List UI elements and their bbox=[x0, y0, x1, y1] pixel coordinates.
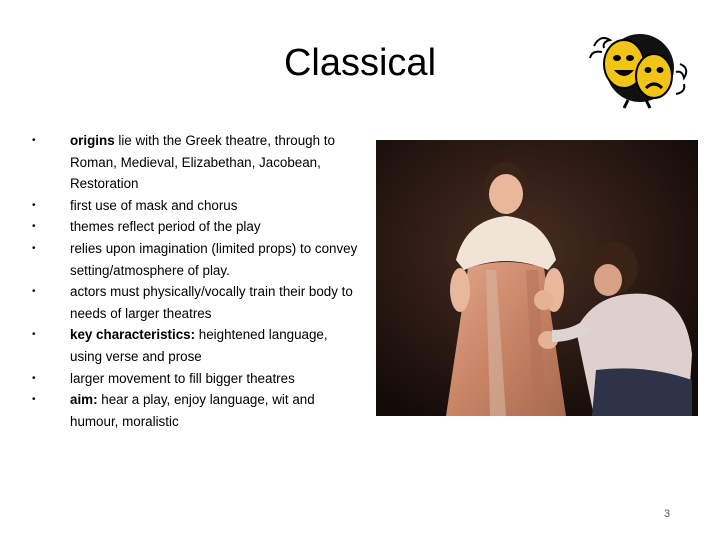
slide-title: Classical bbox=[283, 42, 437, 84]
list-item: • aim: hear a play, enjoy language, wit and humour, moralistic bbox=[32, 392, 315, 429]
list-item: • first use of mask and chorus bbox=[32, 197, 238, 213]
page-number: 3 bbox=[664, 508, 671, 520]
list-item: • key characteristics: heightened language, using verse and prose bbox=[32, 327, 328, 364]
list-item: • origins lie with the Greek theatre, through to Roman, Medieval, Elizabethan, Jacobean, Restoration bbox=[32, 133, 335, 192]
bullet-list bbox=[32, 130, 360, 432]
list-item: • themes reflect period of the play bbox=[32, 219, 261, 235]
list-item: • larger movement to fill bigger theatres bbox=[32, 370, 295, 386]
stage-photo bbox=[376, 140, 698, 416]
theatre-masks-icon bbox=[584, 24, 692, 110]
list-item: • actors must physically/vocally train their body to needs of larger theatres bbox=[32, 284, 353, 321]
list-item: • relies upon imagination (limited props) to convey setting/atmosphere of play. bbox=[32, 240, 358, 278]
